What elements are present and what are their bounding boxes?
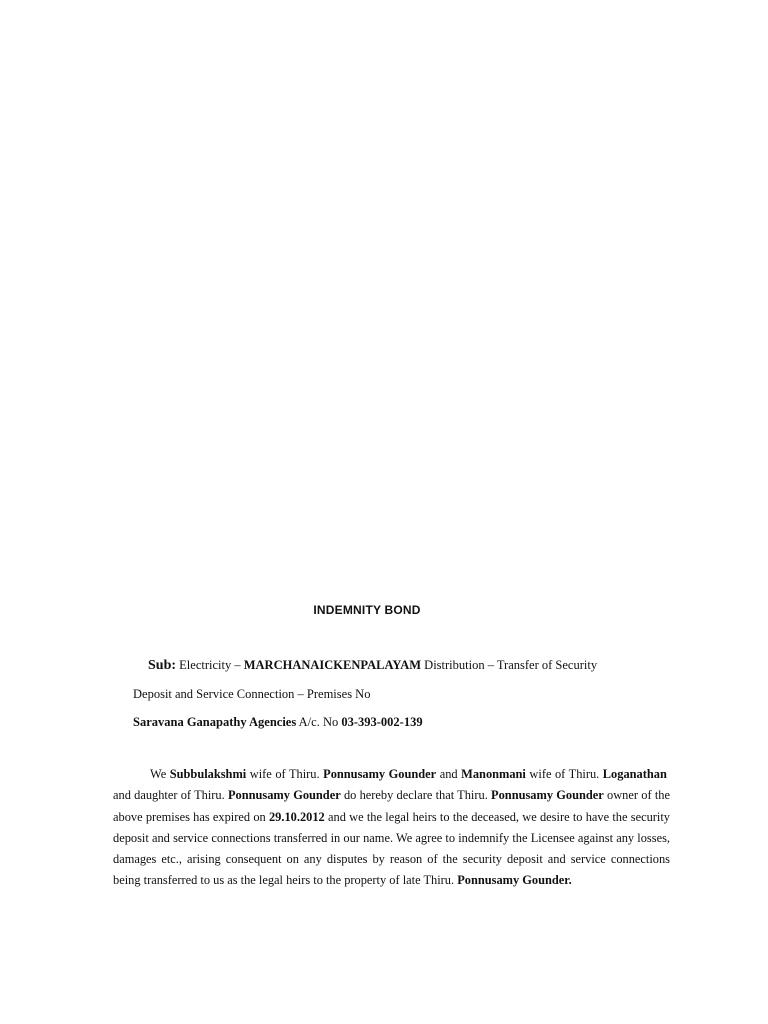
body-text: wife of Thiru. xyxy=(529,767,600,781)
spouse-name: Loganathan xyxy=(602,767,667,781)
subject-location: MARCHANAICKENPALAYAM xyxy=(243,658,422,672)
heir-name: Manonmani xyxy=(461,767,526,781)
body-text: do hereby declare that Thiru. xyxy=(343,788,488,803)
deceased-name: Ponnusamy Gounder xyxy=(491,788,604,803)
subject-line-3 xyxy=(133,714,423,730)
body-text: and we the legal heirs to the deceased, we desire to have the security deposit and service connections transferred in our name. We agree to indemnify the Licensee against any losses, damages etc., arising consequent on any disputes by reason of the security deposit and service connections being transferred to us as the legal heirs to the property of late Thiru. xyxy=(113,809,670,888)
subject-line-1 xyxy=(148,657,597,674)
body-text: We xyxy=(150,767,167,781)
account-number: 03-393-002-139 xyxy=(341,715,423,729)
deceased-name: Ponnusamy Gounder xyxy=(227,788,341,803)
body-text: owner of the above premises has expired on xyxy=(113,788,670,824)
subject-line-2: Deposit and Service Connection – Premises No xyxy=(133,687,371,701)
subject-text-electricity: Electricity – xyxy=(179,658,241,672)
document-title: INDEMNITY BOND xyxy=(313,603,421,617)
subject-label: Sub: xyxy=(148,658,177,673)
agency-name: Saravana Ganapathy Agencies xyxy=(133,715,297,729)
deceased-name: Ponnusamy Gounder. xyxy=(457,873,572,888)
body-text: and daughter of Thiru. xyxy=(113,788,225,803)
date-of-death: 29.10.2012 xyxy=(268,809,325,824)
deceased-name: Ponnusamy Gounder xyxy=(323,767,437,781)
body-text: and xyxy=(439,767,458,781)
heir-name: Subbulakshmi xyxy=(169,767,247,781)
subject-text-distribution: Distribution – Transfer of Security xyxy=(424,658,598,672)
body-text: wife of Thiru. xyxy=(249,767,320,781)
account-label: A/c. No xyxy=(298,715,339,729)
declaration-paragraph xyxy=(113,764,670,892)
